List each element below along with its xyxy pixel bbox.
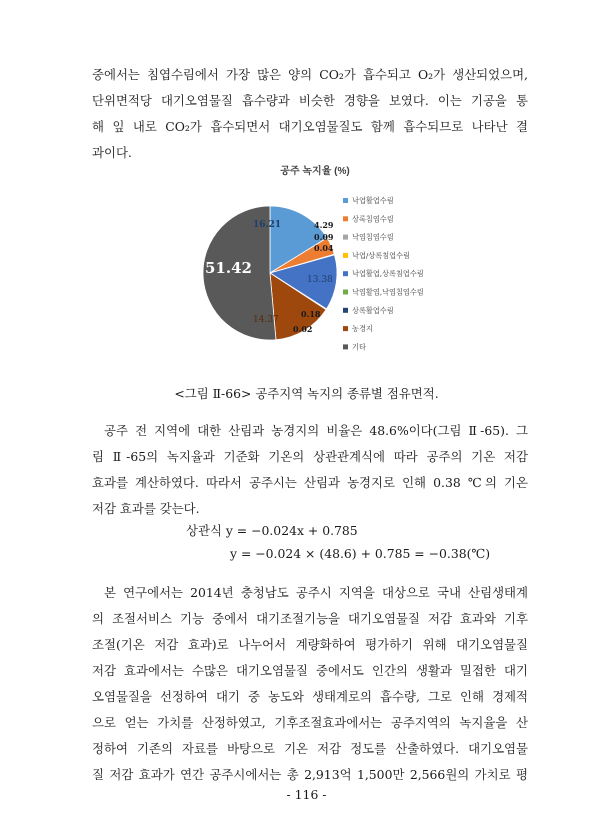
legend-swatch [343,198,348,203]
legend-swatch [343,290,348,295]
text-line: 림 Ⅱ-65의 녹지율과 기준화 기온의 상관관계식에 따라 공주의 기온 저감 [92,449,528,464]
text-line: 본 연구에서는 2014년 충청남도 공주시 지역을 대상으로 국내 산림생태계 [104,585,528,600]
figure-caption: <그림 Ⅱ-66> 공주지역 녹지의 종류별 점유면적. [174,386,439,401]
slice-value-label: 4.29 [314,220,334,230]
text-line: 정하여 기존의 자료를 바탕으로 기온 저감 정도를 산출하였다. 대기오염물 [92,741,528,756]
page-number: - 116 - [286,787,327,802]
legend-label: 상록침엽수림 [352,214,394,224]
legend-label: 기타 [352,342,366,352]
slice-value-label: 0.02 [293,324,313,334]
slice-value-label: 0.18 [301,309,321,319]
legend-label: 낙엽/상록침엽수림 [352,250,410,260]
legend-label: 농경지 [352,324,373,334]
slice-value-label: 13.38 [307,275,333,285]
text-line: 저감 효과에서는 수많은 대기오염물질 중에서도 인간의 생활과 밀접한 대기 [92,663,528,678]
slice-value-label: 14.37 [253,315,279,325]
chart-title: 공주 녹지율 (%) [280,166,350,177]
text-line: 단위면적당 대기오염물질 흡수량과 비슷한 경향을 보였다. 이는 기공을 통 [92,93,528,108]
text-line: 해 잎 내로 CO₂가 흡수되면서 대기오염물질도 함께 흡수되므로 나타난 결 [92,119,528,134]
legend-swatch [343,271,348,276]
legend-label: 낙엽침엽수림 [352,232,394,242]
equation-calculation: y = −0.024 × (48.6) + 0.785 = −0.38(℃) [230,546,491,561]
legend-label: 낙엽활엽수림 [352,196,394,205]
legend-swatch [343,326,348,331]
text-line: 오염물질을 선정하여 대기 중 농도와 생태계로의 흡수량, 그로 인해 경제적 [92,689,528,704]
text-line: 공주 전 지역에 대한 산림과 농경지의 비율은 48.6%이다(그림 Ⅱ-65). 그 [104,423,528,438]
slice-value-label: 16.21 [253,220,282,230]
slice-value-label: 0.04 [314,243,334,253]
legend-swatch [343,253,348,258]
text-line: 중에서는 침엽수림에서 가장 많은 양의 CO₂가 흡수되고 O₂가 생산되었으며, [92,67,528,82]
text-line: 의 조절서비스 기능 중에서 대기조절기능을 대기오염물질 저감 효과와 기후 [92,611,528,626]
legend-swatch [343,235,348,240]
equation-correlation: 상관식 y = −0.024x + 0.785 [186,523,358,538]
legend-swatch [343,308,348,313]
text-line: 으로 얻는 가치를 산정하였고, 기후조절효과에서는 공주지역의 녹지율을 산 [92,715,528,730]
legend-swatch [343,344,348,349]
paragraph-2 [92,418,528,522]
legend-label: 낙엽활엽,상록침엽수림 [352,269,424,279]
legend-label: 낙엽활엽,낙엽침엽수림 [352,287,424,297]
legend-swatch [343,216,348,221]
paragraph-1 [92,62,528,166]
slice-value-label: 0.09 [314,232,334,242]
paragraph-3 [92,580,528,788]
text-line: 저감 효과를 갖는다. [92,501,200,516]
text-line: 과이다. [92,145,132,160]
text-line: 질 저감 효과가 연간 공주시에서는 총 2,913억 1,500만 2,566원의 가치로 평 [92,767,528,782]
text-line: 조절(기온 저감 효과)로 나누어서 계량화하여 평가하기 위해 대기오염물질 [92,637,528,652]
pie-chart [165,155,465,370]
legend-label: 상록활엽수림 [352,305,394,315]
slice-value-label: 51.42 [205,259,252,277]
text-line: 효과를 계산하였다. 따라서 공주시는 산림과 농경지로 인해 0.38 ℃의 기온 [92,475,528,490]
